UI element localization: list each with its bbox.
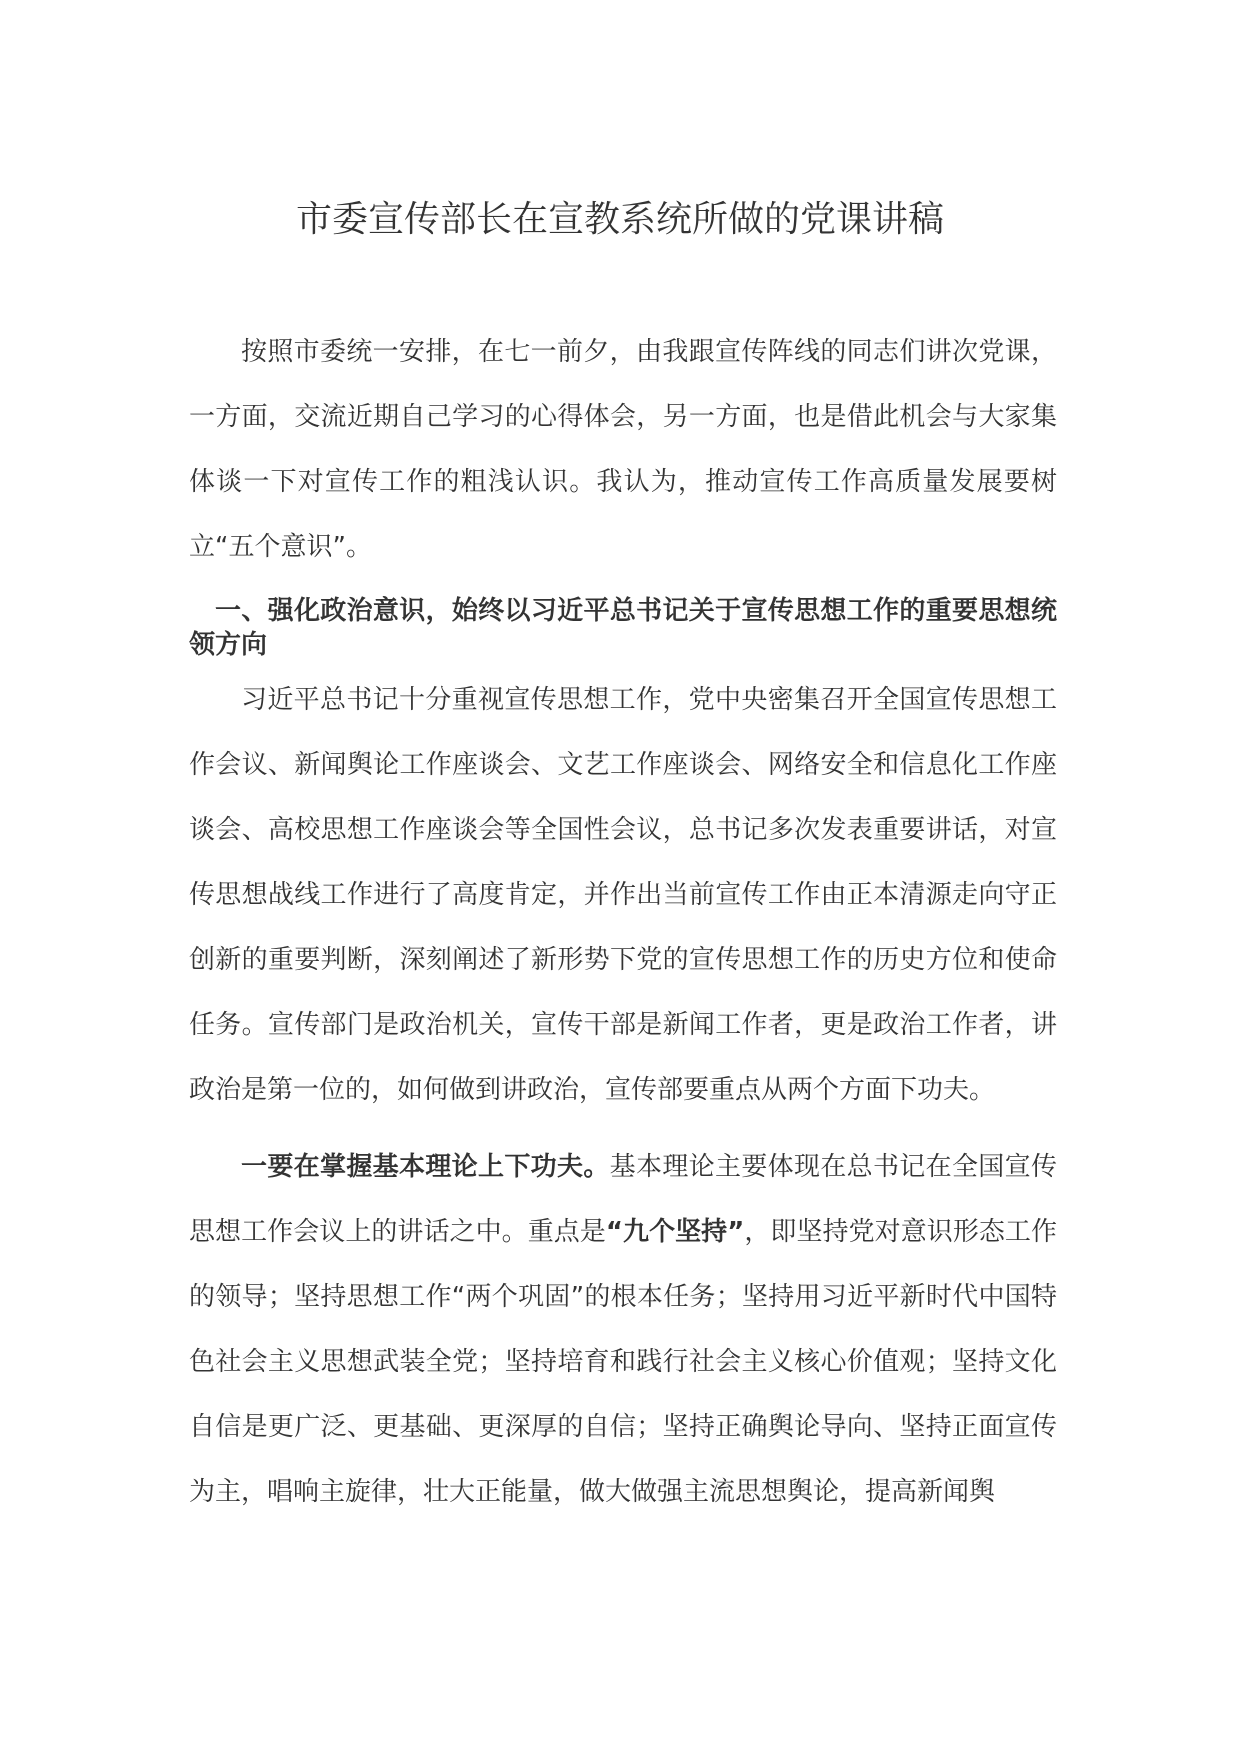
paragraph-lead-bold: 一要在掌握基本理论上下功夫。 [241, 1152, 610, 1182]
intro-paragraph: 按照市委统一安排，在七一前夕，由我跟宣传阵线的同志们讲次党课，一方面，交流近期自己学习的心得体会，另一方面，也是借此机会与大家集体谈一下对宣传工作的粗浅认识。我认为，推动宣传工作高质量发展要树立“五个意识”。 [189, 337, 1057, 562]
paragraph-text: 基本理论主要体现在总书记在全国宣传思想工作会议上的讲话之中。重点是 [189, 1152, 1057, 1247]
section-1-heading: 一、强化政治意识，始终以习近平总书记关于宣传思想工作的重要思想统领方向 [189, 596, 1057, 660]
paragraph-text-continued: ，即坚持党对意识形态工作的领导；坚持思想工作“两个巩固”的根本任务；坚持用习近平新时代中国特色社会主义思想武装全党；坚持培育和践行社会主义核心价值观；坚持文化自信是更广泛、更基础、更深厚的自信；坚持正确舆论导向、坚持正面宣传为主，唱响主旋律，壮大正能量，做大做强主流思想舆论，提高新闻舆 [189, 1217, 1057, 1507]
paragraph-emphasis: “九个坚持” [605, 1217, 745, 1247]
section-1-paragraph-1: 习近平总书记十分重视宣传思想工作，党中央密集召开全国宣传思想工作会议、新闻舆论工作座谈会、文艺工作座谈会、网络安全和信息化工作座谈会、高校思想工作座谈会等全国性会议，总书记多次发表重要讲话，对宣传思想战线工作进行了高度肯定，并作出当前宣传工作由正本清源走向守正创新的重要判断，深刻阐述了新形势下党的宣传思想工作的历史方位和使命任务。宣传部门是政治机关，宣传干部是新闻工作者，更是政治工作者，讲政治是第一位的，如何做到讲政治，宣传部要重点从两个方面下功夫。 [189, 685, 1057, 1105]
section-1-paragraph-2 [189, 1135, 1057, 1525]
document-body [189, 320, 1057, 1525]
document-title: 市委宣传部长在宣教系统所做的党课讲稿 [295, 199, 944, 240]
